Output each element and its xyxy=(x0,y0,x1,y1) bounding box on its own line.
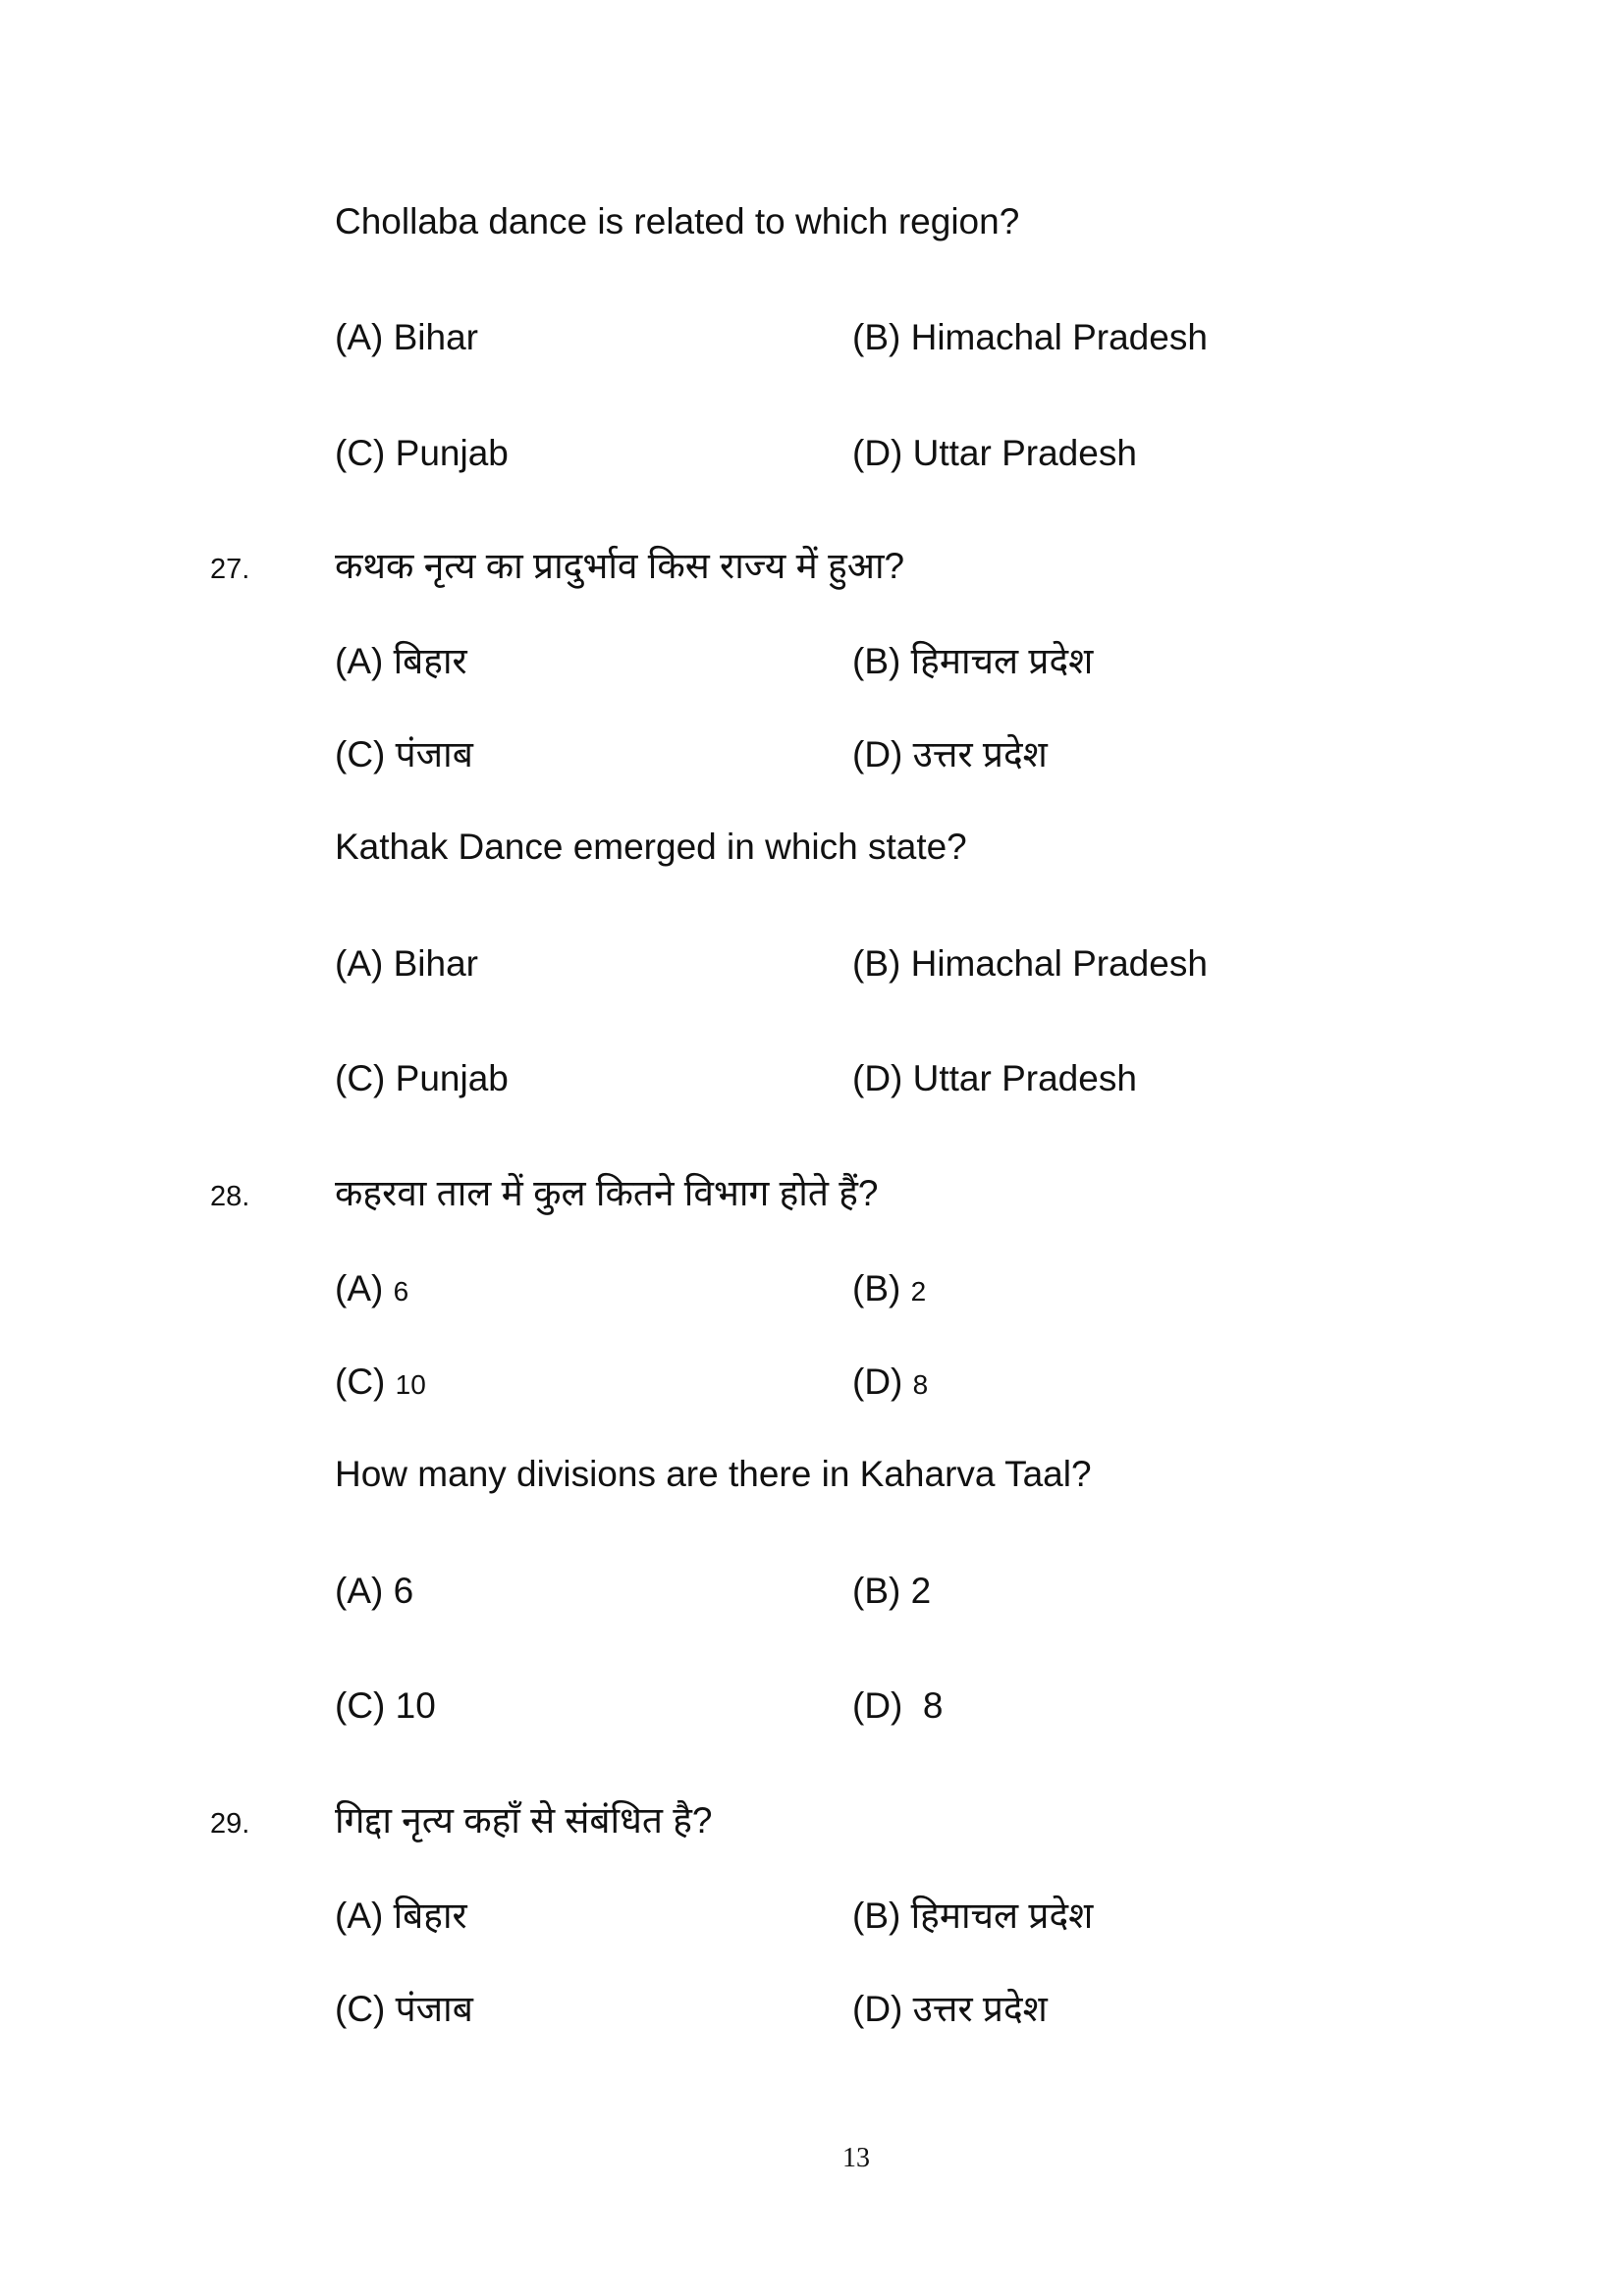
question-text: How many divisions are there in Kaharva Taal? xyxy=(335,1454,1092,1494)
option-a: (A) बिहार xyxy=(335,1896,467,1936)
option-value: 2 xyxy=(910,1276,927,1307)
option-d xyxy=(852,1361,928,1407)
question-text: गिद्दा नृत्य कहाँ से संबंधित है? xyxy=(335,1800,713,1841)
option-value: 10 xyxy=(395,1369,426,1400)
option-d: (D) उत्तर प्रदेश xyxy=(852,734,1048,774)
option-b: (B) हिमाचल प्रदेश xyxy=(852,641,1094,681)
question-number: 28. xyxy=(210,1181,250,1212)
question-text: कहरवा ताल में कुल कितने विभाग होते हैं? xyxy=(335,1173,879,1213)
option-b: (B) Himachal Pradesh xyxy=(852,317,1208,357)
question-text: Kathak Dance emerged in which state? xyxy=(335,827,967,867)
option-d: (D) उत्तर प्रदेश xyxy=(852,1989,1048,2029)
option-c: (C) Punjab xyxy=(335,433,509,473)
option-a xyxy=(335,1267,408,1313)
option-b xyxy=(852,1267,926,1313)
option-c: (C) पंजाब xyxy=(335,734,473,774)
option-label: (A) xyxy=(335,1268,384,1308)
option-d: (D) Uttar Pradesh xyxy=(852,1058,1137,1098)
question-number: 29. xyxy=(210,1808,250,1840)
option-d: (D) Uttar Pradesh xyxy=(852,433,1137,473)
option-b: (B) Himachal Pradesh xyxy=(852,943,1208,984)
option-c: (C) 10 xyxy=(335,1685,436,1726)
option-value: 8 xyxy=(912,1369,929,1400)
option-label: (B) xyxy=(852,1268,901,1308)
option-label: (D) xyxy=(852,1362,903,1402)
option-a: (A) 6 xyxy=(335,1571,414,1611)
question-text: कथक नृत्य का प्रादुर्भाव किस राज्य में हुआ? xyxy=(335,546,905,586)
option-b: (B) 2 xyxy=(852,1571,932,1611)
option-a: (A) Bihar xyxy=(335,943,478,984)
option-b: (B) हिमाचल प्रदेश xyxy=(852,1896,1094,1936)
option-value: 6 xyxy=(393,1276,409,1307)
question-text: Chollaba dance is related to which region? xyxy=(335,201,1020,241)
option-c xyxy=(335,1361,426,1407)
option-label: (C) xyxy=(335,1362,386,1402)
option-c: (C) Punjab xyxy=(335,1058,509,1098)
question-number: 27. xyxy=(210,554,250,585)
option-a: (A) बिहार xyxy=(335,641,467,681)
option-a: (A) Bihar xyxy=(335,317,478,357)
option-c: (C) पंजाब xyxy=(335,1989,473,2029)
option-d: (D) 8 xyxy=(852,1685,944,1726)
page-number: 13 xyxy=(842,2143,870,2173)
